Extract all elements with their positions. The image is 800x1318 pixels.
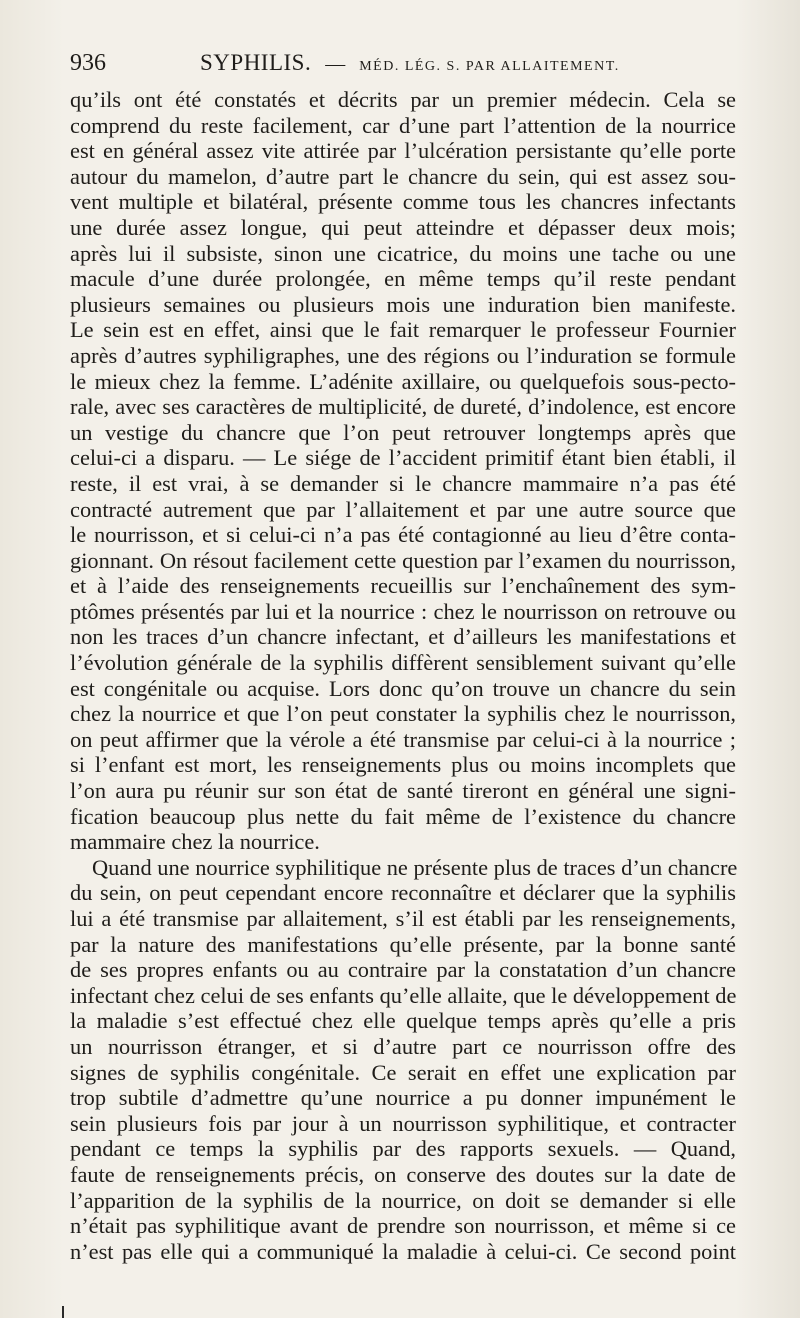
- text-line: par la nature des manifestations qu’elle présente, par la bonne santé: [70, 931, 736, 957]
- text-line: Le sein est en effet, ainsi que le fait remarquer le professeur Fournier: [70, 317, 736, 343]
- page-number: 936: [70, 50, 106, 76]
- text-line: et à l’aide des renseignements recueillis sur l’enchaînement des sym-: [70, 573, 736, 599]
- text-line: l’on aura pu réunir sur son état de santé tireront en général une signi-: [70, 778, 736, 804]
- text-line: n’était pas syphilitique avant de prendre son nourrisson, et même si ce: [70, 1213, 736, 1239]
- body-text: [70, 87, 736, 1264]
- text-line: chez la nourrice et que l’on peut constater la syphilis chez le nourrisson,: [70, 701, 736, 727]
- margin-mark: [62, 1306, 64, 1318]
- text-line: si l’enfant est mort, les renseignements plus ou moins incomplets que: [70, 752, 736, 778]
- text-line: contracté autrement que par l’allaitement et par une autre source que: [70, 496, 736, 522]
- text-line: fication beaucoup plus nette du fait même de l’existence du chancre: [70, 803, 736, 829]
- text-line: ptômes présentés par lui et la nourrice : chez le nourrisson on retrouve ou: [70, 598, 736, 624]
- text-line: une durée assez longue, qui peut atteindre et dépasser deux mois;: [70, 214, 736, 240]
- text-line: plusieurs semaines ou plusieurs mois une induration bien manifeste.: [70, 291, 736, 317]
- paragraph-start-line: Quand une nourrice syphilitique ne présente plus de traces d’un chancre: [92, 854, 738, 880]
- text-line: trop subtile d’admettre qu’une nourrice a pu donner impunément le: [70, 1085, 736, 1111]
- text-line: reste, il est vrai, à se demander si le chancre mammaire n’a pas été: [70, 470, 736, 496]
- running-title: SYPHILIS.: [200, 50, 312, 75]
- text-line: rale, avec ses caractères de multiplicité, de dureté, d’indolence, est encore: [70, 394, 736, 420]
- text-line: un vestige du chancre que l’on peut retrouver longtemps après que: [70, 419, 736, 445]
- text-line: vent multiple et bilatéral, présente comme tous les chancres infectants: [70, 189, 736, 215]
- text-line: un nourrisson étranger, et si d’autre part ce nourrisson offre des: [70, 1033, 736, 1059]
- text-line: pendant ce temps la syphilis par des rapports sexuels. — Quand,: [70, 1136, 736, 1162]
- text-line: autour du mamelon, d’autre part le chancre du sein, qui est assez sou-: [70, 163, 736, 189]
- text-line: gionnant. On résout facilement cette question par l’examen du nourrisson,: [70, 547, 736, 573]
- text-line: non les traces d’un chancre infectant, et d’ailleurs les manifestations et: [70, 624, 736, 650]
- text-line: infectant chez celui de ses enfants qu’elle allaite, que le développement de: [70, 982, 737, 1008]
- text-line: est congénitale ou acquise. Lors donc qu’on trouve un chancre du sein: [70, 675, 736, 701]
- text-line: lui a été transmise par allaitement, s’il est établi par les renseignements,: [70, 906, 736, 931]
- text-line: l’apparition de la syphilis de la nourrice, on doit se demander si elle: [70, 1187, 736, 1213]
- text-line: du sein, on peut cependant encore reconnaître et déclarer que la syphilis: [70, 880, 736, 906]
- text-line: qu’ils ont été constatés et décrits par un premier médecin. Cela se: [70, 87, 736, 112]
- running-subtitle: MÉD. LÉG. S. PAR ALLAITEMENT.: [359, 59, 620, 74]
- text-line: celui-ci a disparu. — Le siége de l’accident primitif étant bien établi, il: [70, 445, 736, 471]
- text-line: on peut affirmer que la vérole a été transmise par celui-ci à la nourrice ;: [70, 726, 736, 752]
- text-line: est en général assez vite attirée par l’ulcération persistante qu’elle porte: [70, 138, 736, 164]
- text-line: macule d’une durée prolongée, en même temps qu’il reste pendant: [70, 266, 736, 292]
- text-line: l’évolution générale de la syphilis diffèrent sensiblement suivant qu’elle: [70, 650, 736, 676]
- running-title-dash: —: [325, 53, 346, 75]
- text-line: sein plusieurs fois par jour à un nourrisson syphilitique, et contracter: [70, 1110, 736, 1136]
- text-line: faute de renseignements précis, on conserve des doutes sur la date de: [70, 1161, 736, 1187]
- running-head: [70, 50, 736, 84]
- text-line: de ses propres enfants ou au contraire par la constatation d’un chancre: [70, 957, 736, 983]
- text-line: comprend du reste facilement, car d’une part l’attention de la nourrice: [70, 112, 736, 138]
- text-line: signes de syphilis congénitale. Ce serait en effet une explication par: [70, 1059, 736, 1085]
- text-line: n’est pas elle qui a communiqué la maladie à celui-ci. Ce second point: [70, 1238, 736, 1264]
- paragraph-end-line: mammaire chez la nourrice.: [70, 829, 320, 855]
- text-line: après lui il subsiste, sinon une cicatrice, du moins une tache ou une: [70, 240, 736, 266]
- text-line: après d’autres syphiligraphes, une des régions ou l’induration se formule: [70, 342, 736, 368]
- text-line: la maladie s’est effectué chez elle quelque temps après qu’elle a pris: [70, 1008, 736, 1034]
- text-line: le mieux chez la femme. L’adénite axillaire, ou quelquefois sous-pecto-: [70, 368, 736, 394]
- text-line: le nourrisson, et si celui-ci n’a pas été contagionné au lieu d’être conta-: [70, 522, 736, 548]
